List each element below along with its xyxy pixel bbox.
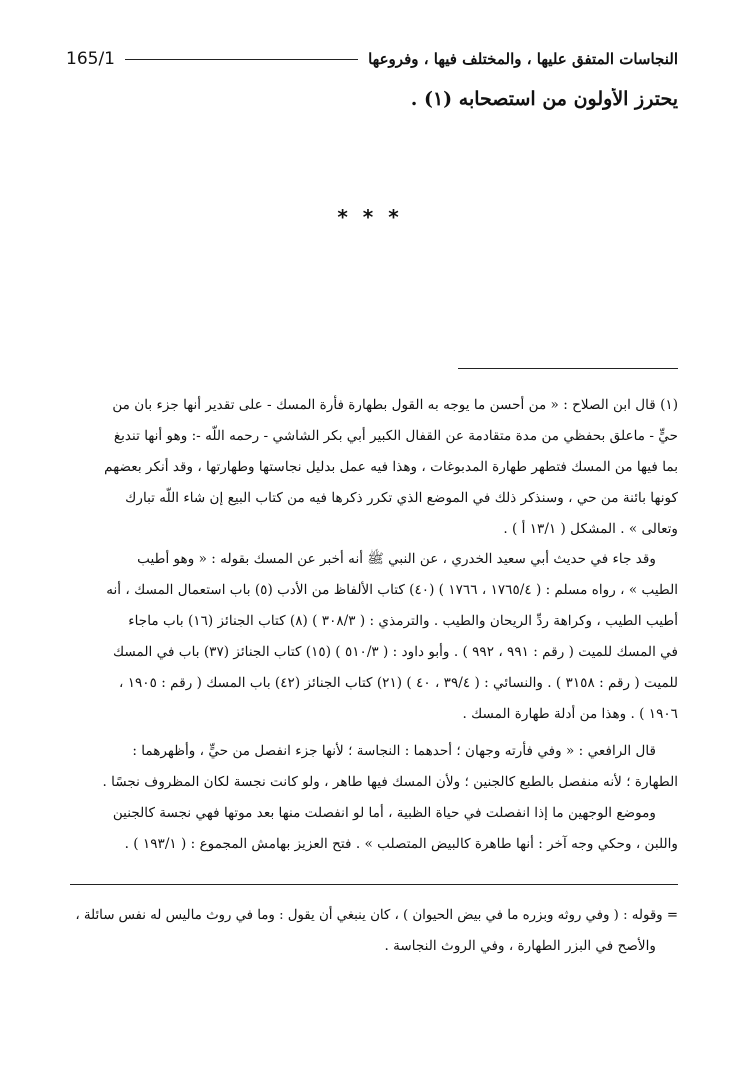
footnote-line: الطهارة ؛ لأنه منفصل بالطبع كالجنين ؛ ولأن المسك فيها طاهر ، ولو كانت نجسة لكان المظروف نجسًا .	[102, 774, 678, 790]
footnote-divider	[458, 368, 678, 369]
footnote-line: أطيب الطيب ، وكراهة ردِّ الريحان والطيب . والترمذي : ( ٣٠٨/٣ ) (٨) كتاب الجنائز (١٦) باب ماجاء	[128, 613, 678, 629]
footnote-line: واللبن ، وحكي وجه آخر : أنها طاهرة كالبيض المتصلب » . فتح العزيز بهامش المجموع : ( ١٩٣/١ ) .	[124, 836, 678, 852]
footnote-line: كونها بائنة من حي ، وسنذكر ذلك في الموضع الذي تكرر ذكرها فيه من كتاب البيع إن شاء اللّه تبارك	[125, 490, 678, 506]
footnote-line: للميت ( رقم : ٣١٥٨ ) . والنسائي : ( ٣٩/٤ ، ٤٠ ) (٢١) كتاب الجنائز (٤٢) باب المسك ( رقم : ١٩٠٥ ،	[118, 675, 678, 691]
page-number: 165/1	[66, 49, 115, 69]
footnote-line	[70, 900, 678, 931]
continuation-divider	[70, 884, 678, 885]
continuation-mark: =	[666, 908, 678, 923]
footnote-hadith-paragraph	[70, 544, 678, 730]
footnote-line: (١) قال ابن الصلاح : « من أحسن ما يوجه به القول بطهارة فأرة المسك - على تقدير أنها جزء بان من	[112, 397, 678, 413]
footnote-line: وتعالى » . المشكل ( ١٣/١ أ ) .	[503, 521, 678, 537]
main-text-line: يحترز الأولون من استصحابه (١) .	[410, 88, 678, 110]
footnote-line: بما فيها من المسك فتطهر طهارة المدبوغات ، وهذا فيه عمل بدليل نجاستها وطهارتها ، وقد أنكر بعضهم	[104, 459, 678, 475]
footnote-line: حيٍّ - ماعلق بحفظي من مدة متقادمة عن القفال الكبير أبي بكر الشاشي - رحمه اللّه -: وهو أنها تندبغ	[113, 428, 678, 444]
footnote-continuation	[70, 900, 678, 962]
header-rule	[125, 59, 358, 60]
section-separator: * * *	[337, 205, 403, 229]
footnote-line: وقد جاء في حديث أبي سعيد الخدري ، عن النبي ﷺ أنه أخبر عن المسك بقوله : « وهو أطيب	[137, 551, 656, 567]
footnote-1	[70, 390, 678, 545]
footnote-line: الطيب » ، رواه مسلم : ( ١٧٦٥/٤ ، ١٧٦٦ ) (٤٠) كتاب الألفاظ من الأدب (٥) باب استعمال المسك ، أنه	[106, 582, 678, 598]
footnote-line: وموضع الوجهين ما إذا انفصلت في حياة الظبية ، أما لو انفصلت منها بعد موتها فهي نجسة كالجنين	[112, 805, 656, 821]
running-header	[66, 44, 678, 74]
footnote-line: قال الرافعي : « وفي فأرته وجهان ؛ أحدهما : النجاسة ؛ لأنها جزء انفصل من حيٍّ ، وأظهرهما :	[132, 743, 656, 759]
footnote-rafii-paragraph	[70, 736, 678, 860]
header-title: النجاسات المتفق عليها ، والمختلف فيها ، وفروعها	[368, 50, 678, 68]
footnote-line-text: وقوله : ( وفي روثه وبزره ما في بيض الحيوان ) ، كان ينبغي أن يقول : وما في روث ماليس له نفس سائلة ،	[75, 908, 663, 923]
footnote-line: ١٩٠٦ ) . وهذا من أدلة طهارة المسك .	[462, 706, 678, 722]
footnote-line: والأصح في البزر الطهارة ، وفي الروث النجاسة .	[384, 938, 656, 954]
footnote-line: في المسك للميت ( رقم : ٩٩١ ، ٩٩٢ ) . وأبو داود : ( ٥١٠/٣ ) (١٥) كتاب الجنائز (٣٧) باب في المسك	[112, 644, 678, 660]
